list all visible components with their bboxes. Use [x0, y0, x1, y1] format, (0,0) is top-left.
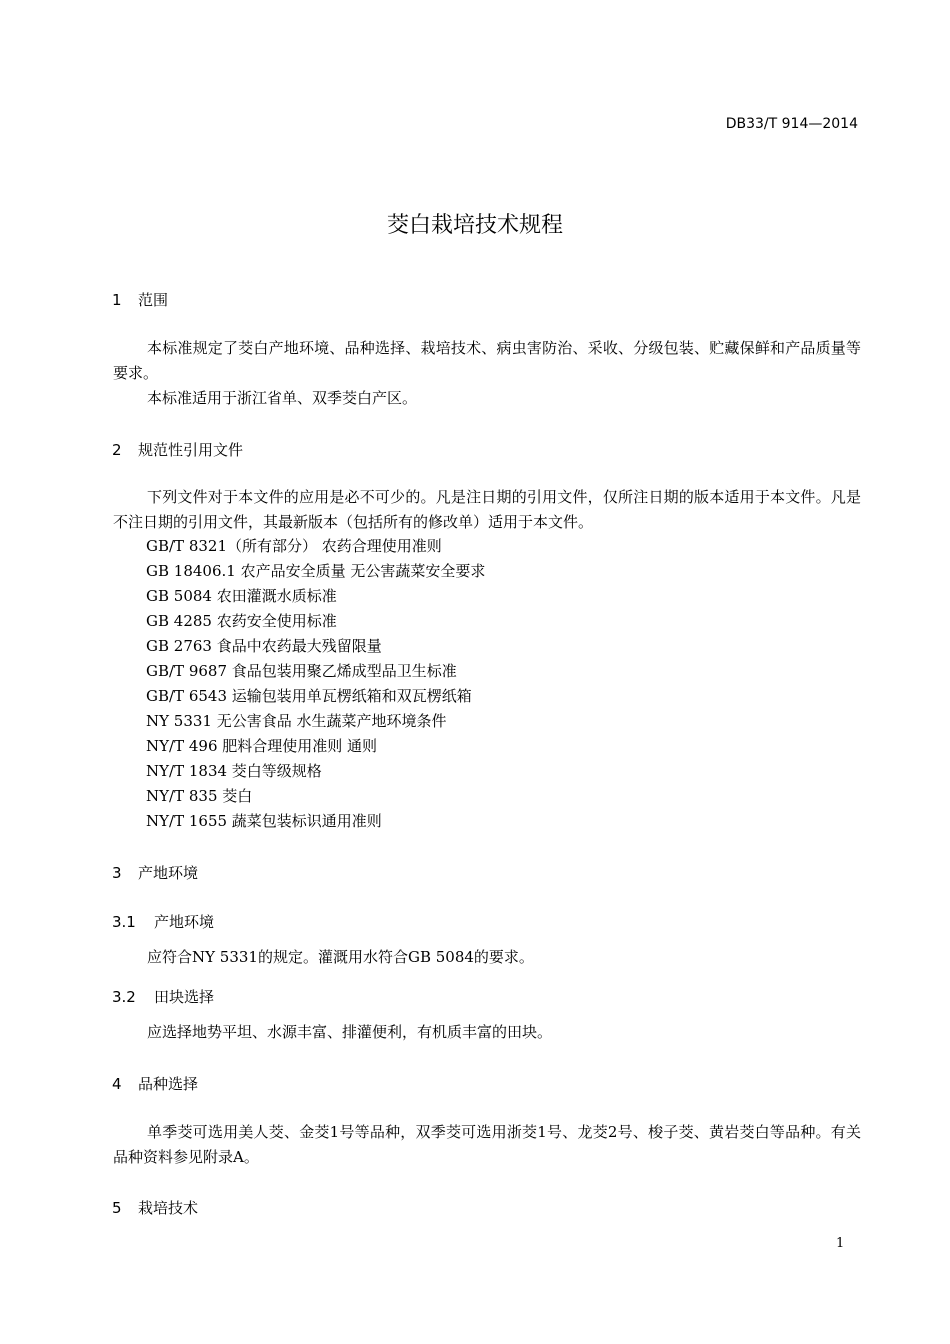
section-title: 产地环境 — [138, 864, 199, 882]
section-title: 范围 — [138, 291, 169, 309]
section-title: 栽培技术 — [138, 1199, 199, 1217]
page-number: 1 — [836, 1236, 845, 1251]
paragraph: 本标准规定了茭白产地环境、品种选择、栽培技术、病虫害防治、采收、分级包装、贮藏保鲜和产品质量等要求。 — [113, 339, 861, 382]
section-number: 5 — [112, 1199, 122, 1217]
reference-item: NY/T 1655 蔬菜包装标识通用准则 — [146, 812, 382, 830]
section-4-heading — [112, 1073, 198, 1094]
section-5-heading — [112, 1197, 198, 1218]
reference-item: GB 2763 食品中农药最大残留限量 — [146, 637, 382, 655]
subsection-number: 3.1 — [112, 913, 136, 931]
paragraph: 单季茭可选用美人茭、金茭1号等品种，双季茭可选用浙茭1号、龙茭2号、梭子茭、黄岩茭白等品种。有关品种资料参见附录A。 — [113, 1123, 861, 1166]
section-number: 2 — [112, 441, 122, 459]
section-1-heading — [112, 289, 168, 310]
reference-item: GB/T 9687 食品包装用聚乙烯成型品卫生标准 — [146, 662, 457, 680]
paragraph: 下列文件对于本文件的应用是必不可少的。凡是注日期的引用文件，仅所注日期的版本适用于本文件。凡是不注日期的引用文件，其最新版本（包括所有的修改单）适用于本文件。 — [113, 488, 861, 531]
section-title: 规范性引用文件 — [138, 441, 244, 459]
reference-item: GB 18406.1 农产品安全质量 无公害蔬菜安全要求 — [146, 562, 486, 580]
reference-item: GB 4285 农药安全使用标准 — [146, 612, 337, 630]
section-number: 3 — [112, 864, 122, 882]
reference-item: NY/T 496 肥料合理使用准则 通则 — [146, 737, 378, 755]
paragraph: 本标准适用于浙江省单、双季茭白产区。 — [147, 389, 418, 407]
section-2-heading — [112, 439, 243, 460]
reference-item: NY/T 1834 茭白等级规格 — [146, 762, 322, 780]
reference-item: NY 5331 无公害食品 水生蔬菜产地环境条件 — [146, 712, 447, 730]
section-3-heading — [112, 862, 198, 883]
reference-item: GB 5084 农田灌溉水质标准 — [146, 587, 337, 605]
subsection-title: 田块选择 — [154, 988, 215, 1006]
subsection-number: 3.2 — [112, 988, 136, 1006]
reference-item: GB/T 8321（所有部分） 农药合理使用准则 — [146, 537, 442, 555]
section-number: 4 — [112, 1075, 122, 1093]
paragraph: 应选择地势平坦、水源丰富、排灌便利，有机质丰富的田块。 — [147, 1023, 553, 1041]
subsection-3-1-heading — [112, 911, 214, 932]
reference-item: GB/T 6543 运输包装用单瓦楞纸箱和双瓦楞纸箱 — [146, 687, 472, 705]
section-title: 品种选择 — [138, 1075, 199, 1093]
reference-item: NY/T 835 茭白 — [146, 787, 253, 805]
section-number: 1 — [112, 291, 122, 309]
subsection-title: 产地环境 — [154, 913, 215, 931]
paragraph: 应符合NY 5331的规定。灌溉用水符合GB 5084的要求。 — [147, 948, 534, 966]
document-title: 茭白栽培技术规程 — [386, 213, 563, 238]
standard-code: DB33/T 914—2014 — [725, 116, 858, 132]
subsection-3-2-heading — [112, 986, 214, 1007]
